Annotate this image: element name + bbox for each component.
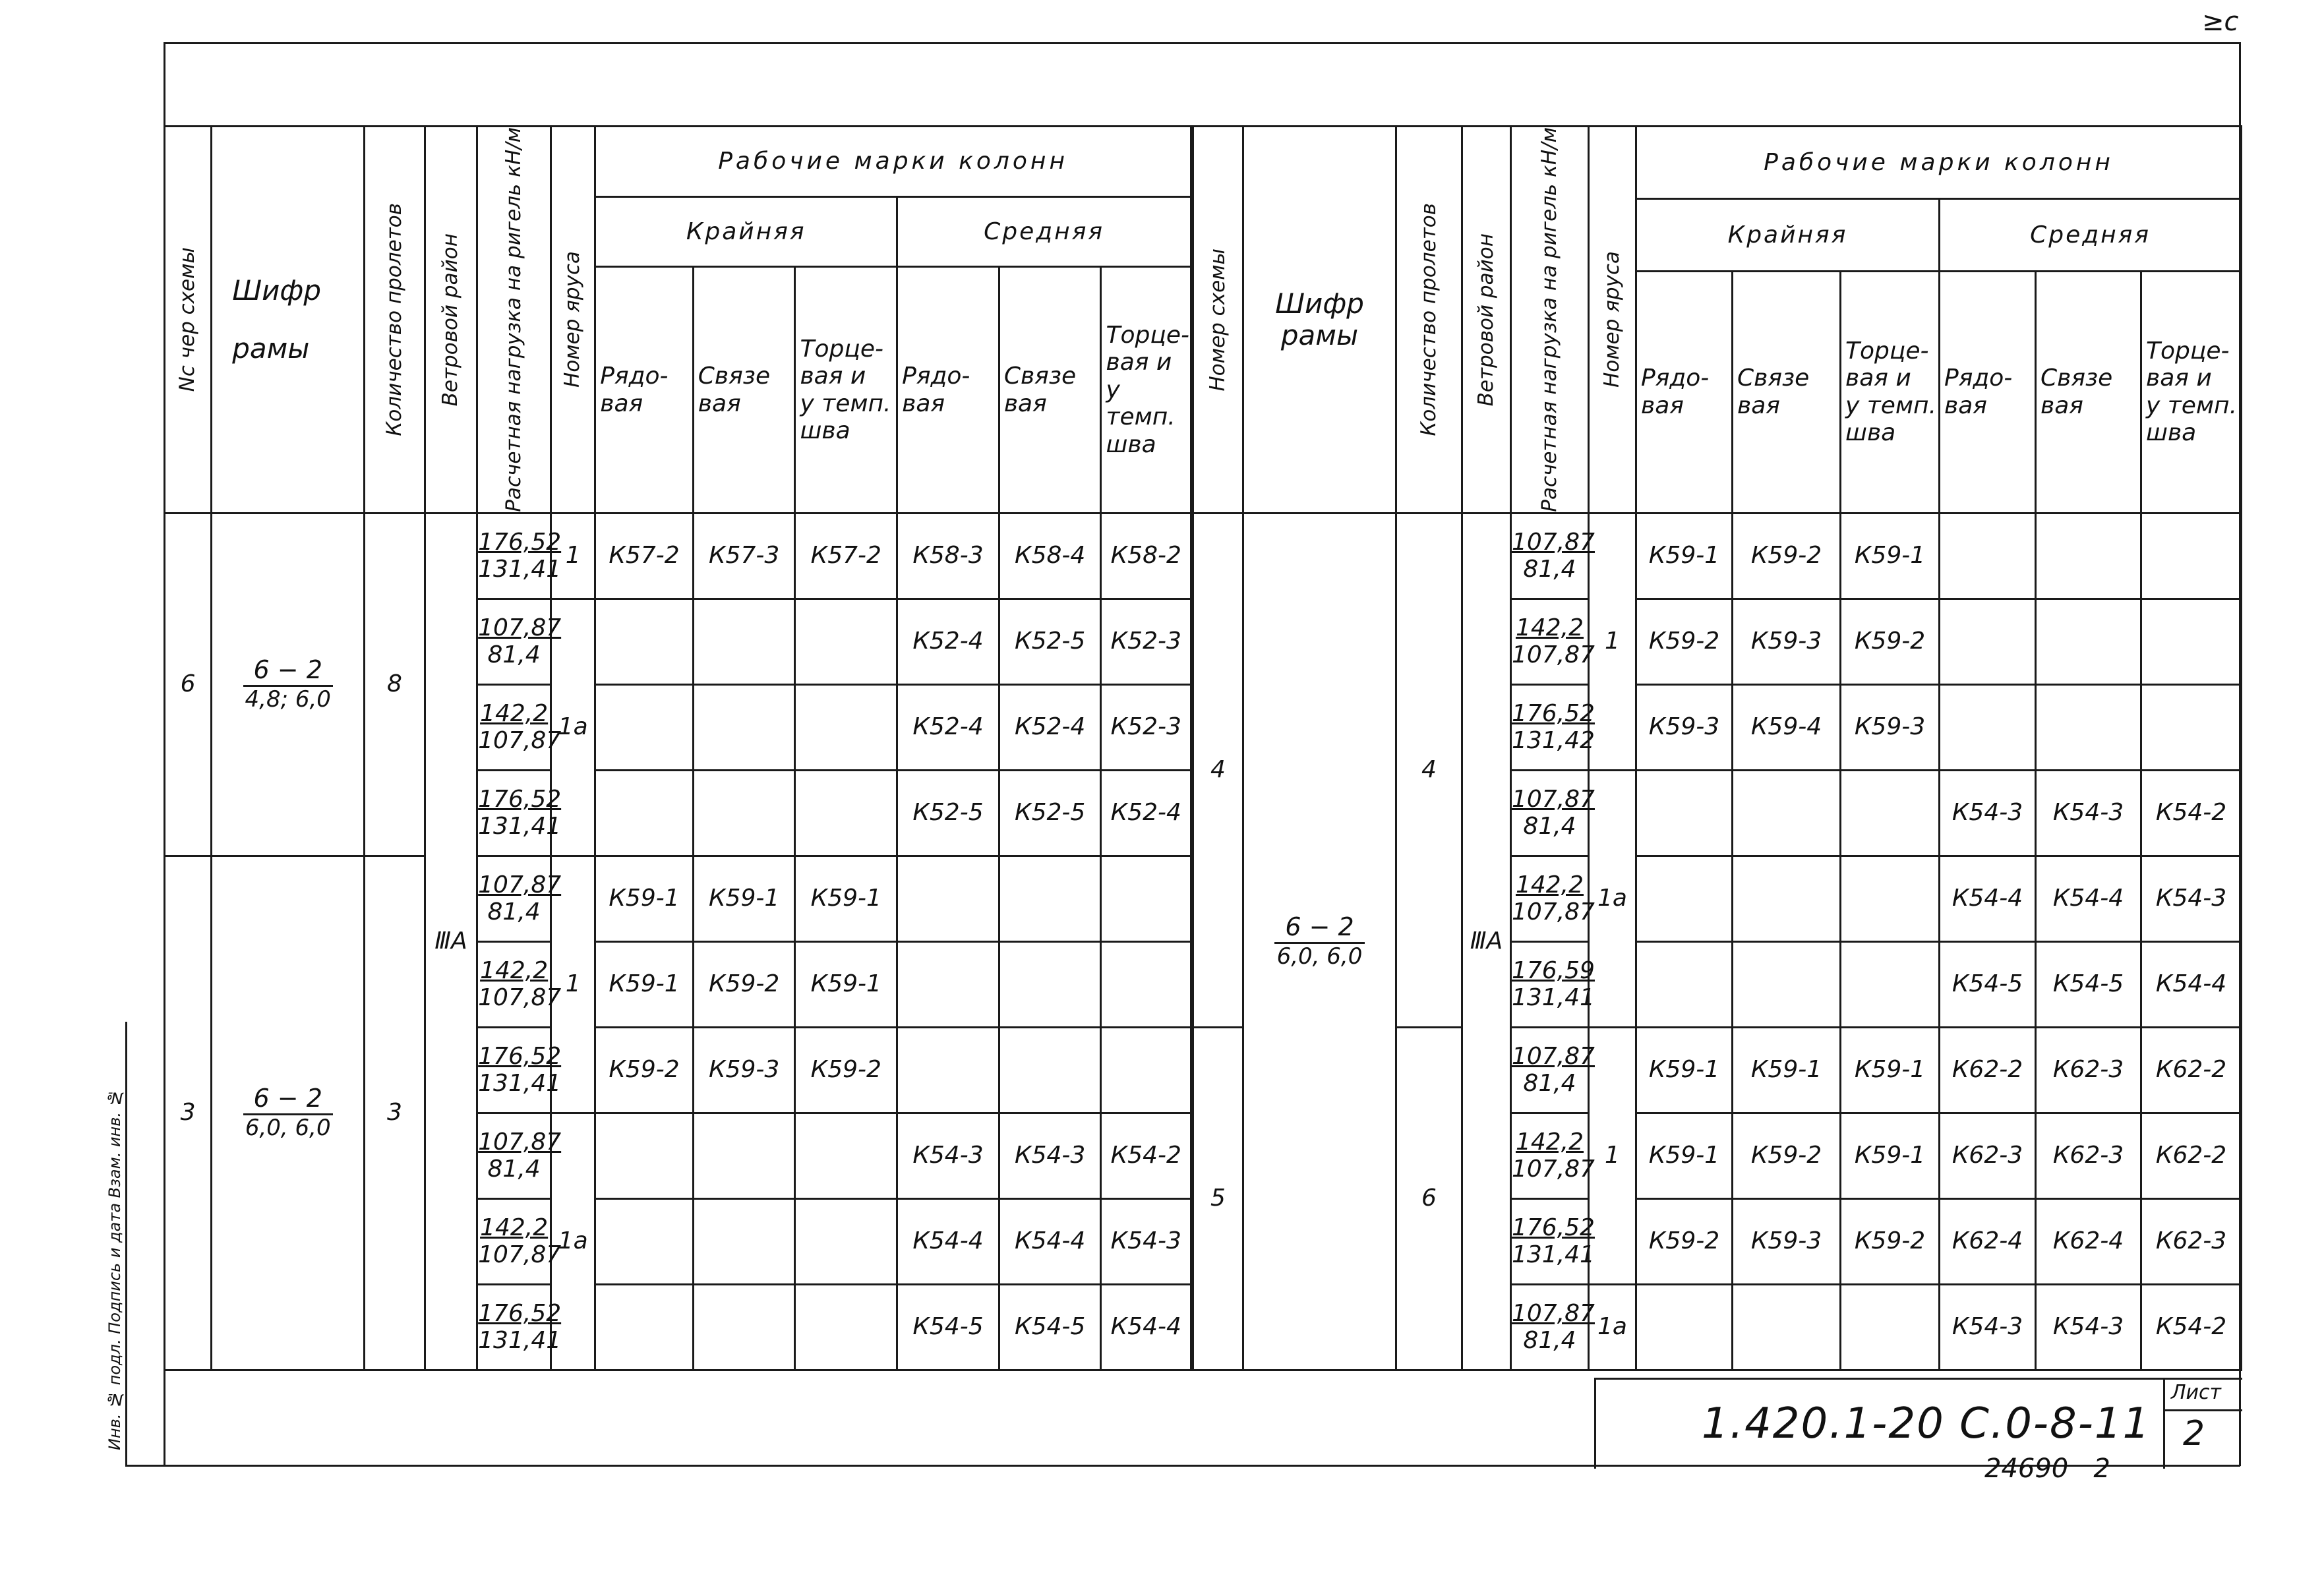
right-load-top: 142,2 (1515, 1128, 1584, 1156)
hdr-r-edge-end: Торце- вая и у темп. шва (1841, 272, 1940, 514)
right-scheme-no: 4 (1193, 513, 1243, 1027)
right-mark-7-1: К59-2 (1733, 1113, 1841, 1198)
right-mark-0-2: К59-1 (1841, 513, 1940, 599)
left-mark-1-4: К52-5 (999, 599, 1101, 684)
left-frame-cell (212, 513, 365, 856)
hdr-r-tier-no: Номер яруса (1599, 251, 1624, 388)
left-mark-5-1: К59-2 (693, 941, 795, 1027)
right-mark-3-5: К54-2 (2141, 770, 2242, 856)
left-load-3 (477, 770, 562, 856)
right-mark-5-1 (1733, 941, 1841, 1027)
right-mark-3-1 (1733, 770, 1841, 856)
right-mark-1-4 (2036, 599, 2141, 684)
right-mark-4-2 (1841, 856, 1940, 941)
right-mark-4-0 (1636, 856, 1733, 941)
left-mark-9-1 (693, 1284, 795, 1370)
hdr-edge-brace: Связе вая (693, 267, 795, 513)
left-mark-6-0: К59-2 (595, 1027, 694, 1113)
left-mark-5-5 (1101, 941, 1191, 1027)
left-mark-5-4 (999, 941, 1101, 1027)
left-mark-0-1: К57-3 (693, 513, 795, 599)
left-spans: 8 (365, 513, 425, 856)
sheet-box (2163, 1380, 2165, 1469)
right-tier: 1а (1589, 1284, 1636, 1370)
right-mark-1-0: К59-2 (1636, 599, 1733, 684)
left-mark-0-0: К57-2 (595, 513, 694, 599)
left-mark-7-1 (693, 1113, 795, 1198)
right-load-7 (1511, 1113, 1595, 1198)
right-mark-3-2 (1841, 770, 1940, 856)
right-load-top: 107,87 (1512, 785, 1595, 813)
hdr-r-mid-row: Рядо- вая (1940, 272, 2036, 514)
right-tier: 1 (1589, 513, 1636, 770)
right-mark-9-1 (1733, 1284, 1841, 1370)
right-mark-8-5: К62-3 (2141, 1198, 2242, 1284)
left-frame-cell (212, 856, 365, 1370)
left-load-top: 107,87 (478, 871, 562, 898)
left-frame-num: 6 − 2 (243, 656, 333, 687)
left-load-bottom: 107,87 (478, 1241, 562, 1269)
right-mark-9-0 (1636, 1284, 1733, 1370)
right-load-bottom: 81,4 (1523, 813, 1576, 840)
right-load-1 (1511, 599, 1595, 684)
right-mark-0-0: К59-1 (1636, 513, 1733, 599)
left-load-6 (477, 1027, 562, 1113)
right-mark-3-3: К54-3 (1940, 770, 2036, 856)
hdr-frame-code-2: рамы (232, 332, 310, 365)
sheet-number: 2 (2183, 1414, 2205, 1454)
left-tier: 1 (551, 513, 595, 599)
left-mark-4-3 (897, 856, 999, 941)
right-frame-den: 6,0, 6,0 (1276, 943, 1363, 970)
hdr-mid-brace: Связе вая (999, 267, 1101, 513)
right-mark-3-0 (1636, 770, 1733, 856)
left-mark-3-0 (595, 770, 694, 856)
title-stamp (1594, 1378, 2242, 1469)
right-mark-1-3 (1940, 599, 2036, 684)
left-spans: 3 (365, 856, 425, 1370)
left-load-bottom: 131,41 (478, 1327, 562, 1355)
left-load-7 (477, 1113, 562, 1198)
right-mark-5-2 (1841, 941, 1940, 1027)
left-load-top: 142,2 (480, 956, 549, 984)
sheet-divider (2163, 1409, 2242, 1411)
right-mark-2-4 (2036, 684, 2141, 770)
hdr-spans-count: Количество пролетов (382, 203, 406, 436)
right-tier: 1 (1589, 1027, 1636, 1284)
hdr-edge-end: Торце- вая и у темп. шва (795, 267, 897, 513)
right-mark-7-3: К62-3 (1940, 1113, 2036, 1198)
right-load-bottom: 81,4 (1523, 1327, 1576, 1355)
right-mark-1-1: К59-3 (1733, 599, 1841, 684)
left-mark-6-5 (1101, 1027, 1191, 1113)
hdr-edge-row: Рядо- вая (595, 267, 694, 513)
left-mark-3-4: К52-5 (999, 770, 1101, 856)
left-mark-6-1: К59-3 (693, 1027, 795, 1113)
left-mark-7-0 (595, 1113, 694, 1198)
left-mark-7-2 (795, 1113, 897, 1198)
left-mark-8-3: К54-4 (897, 1198, 999, 1284)
right-mark-4-5: К54-3 (2141, 856, 2242, 941)
right-load-bottom: 131,42 (1512, 727, 1595, 755)
left-mark-8-1 (693, 1198, 795, 1284)
hdr-r-working-marks: Рабочие марки колонн (1636, 127, 2242, 199)
right-load-top: 142,2 (1515, 614, 1584, 641)
right-table (1192, 125, 2242, 1371)
left-load-top: 176,52 (478, 528, 562, 556)
left-load-bottom: 131,41 (478, 1070, 562, 1098)
left-load-4 (477, 856, 562, 941)
left-mark-6-4 (999, 1027, 1101, 1113)
hdr-design-load: Расчетная нагрузка на ригель кН/м (501, 127, 525, 512)
left-load-bottom: 107,87 (478, 727, 562, 755)
left-table-row (165, 856, 1191, 941)
right-mark-8-0: К59-2 (1636, 1198, 1733, 1284)
right-mark-4-4: К54-4 (2036, 856, 2141, 941)
left-mark-8-0 (595, 1198, 694, 1284)
left-mark-9-2 (795, 1284, 897, 1370)
left-mark-4-4 (999, 856, 1101, 941)
left-load-top: 176,52 (478, 1299, 562, 1327)
left-tier: 1а (551, 599, 595, 856)
right-load-top: 107,87 (1512, 1299, 1595, 1327)
hdr-middle: Средняя (897, 196, 1191, 267)
left-scheme-no: 3 (165, 856, 212, 1370)
left-load-top: 142,2 (480, 1214, 549, 1241)
frame-top-line (164, 42, 2240, 44)
left-table-row (165, 513, 1191, 599)
right-mark-3-4: К54-3 (2036, 770, 2141, 856)
left-wind-region: ⅢА (425, 513, 477, 1370)
left-load-top: 107,87 (478, 614, 562, 641)
right-mark-1-5 (2141, 599, 2242, 684)
right-mark-5-3: К54-5 (1940, 941, 2036, 1027)
right-mark-6-2: К59-1 (1841, 1027, 1940, 1113)
hdr-mid-end: Торце- вая и у темп. шва (1101, 267, 1191, 513)
hdr-tier-no: Номер яруса (560, 251, 585, 388)
left-mark-4-5 (1101, 856, 1191, 941)
hdr-mid-row: Рядо- вая (897, 267, 999, 513)
hdr-r-middle: Средняя (1940, 199, 2242, 272)
right-load-top: 176,52 (1512, 699, 1595, 727)
right-spans: 4 (1396, 513, 1462, 1027)
left-mark-4-1: К59-1 (693, 856, 795, 941)
right-mark-0-5 (2141, 513, 2242, 599)
right-frame-num: 6 − 2 (1274, 913, 1364, 944)
right-load-top: 176,59 (1512, 956, 1595, 984)
left-mark-9-3: К54-5 (897, 1284, 999, 1370)
right-mark-2-5 (2141, 684, 2242, 770)
left-mark-9-4: К54-5 (999, 1284, 1101, 1370)
right-mark-7-4: К62-3 (2036, 1113, 2141, 1198)
left-mark-8-2 (795, 1198, 897, 1284)
left-mark-8-5: К54-3 (1101, 1198, 1191, 1284)
left-frame-code (243, 1084, 333, 1141)
right-mark-8-3: К62-4 (1940, 1198, 2036, 1284)
right-load-bottom: 81,4 (1523, 556, 1576, 583)
left-load-2 (477, 684, 562, 770)
right-wind-region: ⅢА (1462, 513, 1511, 1370)
left-mark-6-3 (897, 1027, 999, 1113)
left-load-bottom: 81,4 (487, 641, 541, 669)
left-scheme-no: 6 (165, 513, 212, 856)
left-frame-den: 4,8; 6,0 (245, 686, 331, 713)
left-load-bottom: 131,41 (478, 556, 562, 583)
hdr-scheme-no: Nc чер схемы (175, 247, 200, 392)
hdr-edge: Крайняя (595, 196, 897, 267)
left-mark-8-4: К54-4 (999, 1198, 1101, 1284)
left-frame-den: 6,0, 6,0 (245, 1114, 331, 1141)
right-mark-2-2: К59-3 (1841, 684, 1940, 770)
left-mark-1-1 (693, 599, 795, 684)
right-mark-6-0: К59-1 (1636, 1027, 1733, 1113)
right-mark-5-0 (1636, 941, 1733, 1027)
right-mark-7-0: К59-1 (1636, 1113, 1733, 1198)
left-mark-0-4: К58-4 (999, 513, 1101, 599)
left-mark-4-0: К59-1 (595, 856, 694, 941)
left-load-bottom: 107,87 (478, 984, 562, 1012)
left-mark-3-2 (795, 770, 897, 856)
left-mark-3-3: К52-5 (897, 770, 999, 856)
right-mark-4-3: К54-4 (1940, 856, 2036, 941)
left-mark-2-4: К52-4 (999, 684, 1101, 770)
left-mark-1-2 (795, 599, 897, 684)
left-mark-7-4: К54-3 (999, 1113, 1101, 1198)
hdr-r-edge-brace: Связе вая (1733, 272, 1841, 514)
left-mark-0-5: К58-2 (1101, 513, 1191, 599)
hdr-r-frame-code: Шифр рамы (1243, 127, 1396, 514)
left-load-bottom: 81,4 (487, 898, 541, 926)
corner-mark: ≥с (2202, 7, 2239, 37)
left-mark-3-5: К52-4 (1101, 770, 1191, 856)
hdr-wind-region: Ветровой район (438, 233, 463, 407)
right-load-4 (1511, 856, 1595, 941)
left-mark-1-5: К52-3 (1101, 599, 1191, 684)
hdr-r-mid-brace: Связе вая (2036, 272, 2141, 514)
right-mark-9-5: К54-2 (2141, 1284, 2242, 1370)
right-load-0 (1511, 513, 1595, 599)
right-tier: 1а (1589, 770, 1636, 1027)
left-frame-num: 6 − 2 (243, 1084, 333, 1115)
sheet-label: Лист (2171, 1381, 2222, 1404)
left-load-bottom: 81,4 (487, 1156, 541, 1183)
right-load-8 (1511, 1198, 1595, 1284)
right-mark-7-5: К62-2 (2141, 1113, 2242, 1198)
left-load-bottom: 131,41 (478, 813, 562, 840)
left-mark-5-3 (897, 941, 999, 1027)
right-load-top: 176,52 (1512, 1214, 1595, 1241)
left-mark-9-5: К54-4 (1101, 1284, 1191, 1370)
right-mark-8-1: К59-3 (1733, 1198, 1841, 1284)
right-frame-cell (1243, 513, 1396, 1370)
right-spans: 6 (1396, 1027, 1462, 1370)
left-load-top: 176,52 (478, 1042, 562, 1070)
hdr-r-edge-row: Рядо- вая (1636, 272, 1733, 514)
right-mark-5-4: К54-5 (2036, 941, 2141, 1027)
left-load-1 (477, 599, 562, 684)
left-mark-7-3: К54-3 (897, 1113, 999, 1198)
left-load-top: 176,52 (478, 785, 562, 813)
left-load-8 (477, 1198, 562, 1284)
left-load-0 (477, 513, 562, 599)
left-mark-7-5: К54-2 (1101, 1113, 1191, 1198)
right-load-bottom: 107,87 (1512, 641, 1595, 669)
right-mark-0-1: К59-2 (1733, 513, 1841, 599)
right-mark-8-4: К62-4 (2036, 1198, 2141, 1284)
left-mark-9-0 (595, 1284, 694, 1370)
right-load-6 (1511, 1027, 1595, 1113)
right-mark-9-2 (1841, 1284, 1940, 1370)
right-load-top: 142,2 (1515, 871, 1584, 898)
left-mark-1-3: К52-4 (897, 599, 999, 684)
left-load-5 (477, 941, 562, 1027)
hdr-r-design-load: Расчетная нагрузка на ригель кН/м (1537, 127, 1561, 512)
left-load-top: 107,87 (478, 1128, 562, 1156)
right-load-top: 107,87 (1512, 1042, 1595, 1070)
left-mark-5-2: К59-1 (795, 941, 897, 1027)
left-tier: 1 (551, 856, 595, 1113)
document-code: 1.420.1-20 С.0-8-11 (1702, 1399, 2151, 1448)
right-mark-6-1: К59-1 (1733, 1027, 1841, 1113)
right-mark-0-3 (1940, 513, 2036, 599)
hdr-r-spans-count: Количество пролетов (1416, 203, 1441, 436)
right-mark-6-5: К62-2 (2141, 1027, 2242, 1113)
right-load-bottom: 107,87 (1512, 898, 1595, 926)
left-mark-0-2: К57-2 (795, 513, 897, 599)
right-mark-2-0: К59-3 (1636, 684, 1733, 770)
side-stamp: Инв. № подл. Подпись и дата Взам. инв. № (105, 1088, 124, 1450)
left-mark-1-0 (595, 599, 694, 684)
right-mark-9-4: К54-3 (2036, 1284, 2141, 1370)
right-mark-1-2: К59-2 (1841, 599, 1940, 684)
left-mark-2-1 (693, 684, 795, 770)
left-mark-2-0 (595, 684, 694, 770)
right-mark-6-4: К62-3 (2036, 1027, 2141, 1113)
left-load-top: 142,2 (480, 699, 549, 727)
left-mark-6-2: К59-2 (795, 1027, 897, 1113)
left-mark-2-2 (795, 684, 897, 770)
right-load-bottom: 131,41 (1512, 984, 1595, 1012)
left-load-9 (477, 1284, 562, 1370)
right-load-3 (1511, 770, 1595, 856)
right-load-bottom: 107,87 (1512, 1156, 1595, 1183)
right-load-5 (1511, 941, 1595, 1027)
left-mark-4-2: К59-1 (795, 856, 897, 941)
right-scheme-no: 5 (1193, 1027, 1243, 1370)
left-mark-0-3: К58-3 (897, 513, 999, 599)
hdr-r-wind-region: Ветровой район (1474, 233, 1498, 407)
right-mark-8-2: К59-2 (1841, 1198, 1940, 1284)
left-tier: 1а (551, 1113, 595, 1370)
left-mark-2-5: К52-3 (1101, 684, 1191, 770)
right-load-bottom: 81,4 (1523, 1070, 1576, 1098)
right-mark-7-2: К59-1 (1841, 1113, 1940, 1198)
right-frame-code (1274, 913, 1364, 970)
left-mark-5-0: К59-1 (595, 941, 694, 1027)
hdr-r-mid-end: Торце- вая и у темп. шва (2141, 272, 2242, 514)
side-strip-line (125, 1022, 127, 1467)
right-mark-5-5: К54-4 (2141, 941, 2242, 1027)
hdr-r-scheme-no: Номер схемы (1205, 248, 1230, 392)
right-mark-6-3: К62-2 (1940, 1027, 2036, 1113)
right-mark-2-1: К59-4 (1733, 684, 1841, 770)
hdr-r-edge: Крайняя (1636, 199, 1940, 272)
right-table-row (1193, 513, 2242, 599)
right-load-bottom: 131,41 (1512, 1241, 1595, 1269)
hdr-working-marks: Рабочие марки колонн (595, 127, 1191, 197)
hdr-frame-code-1: Шифр (232, 274, 321, 307)
right-mark-4-1 (1733, 856, 1841, 941)
right-load-2 (1511, 684, 1595, 770)
right-load-9 (1511, 1284, 1595, 1370)
right-load-top: 107,87 (1512, 528, 1595, 556)
left-frame-code (243, 656, 333, 713)
right-mark-9-3: К54-3 (1940, 1284, 2036, 1370)
left-table (164, 125, 1192, 1371)
archive-number: 24690 2 (1984, 1454, 2110, 1484)
right-mark-2-3 (1940, 684, 2036, 770)
right-mark-0-4 (2036, 513, 2141, 599)
left-mark-2-3: К52-4 (897, 684, 999, 770)
left-mark-3-1 (693, 770, 795, 856)
